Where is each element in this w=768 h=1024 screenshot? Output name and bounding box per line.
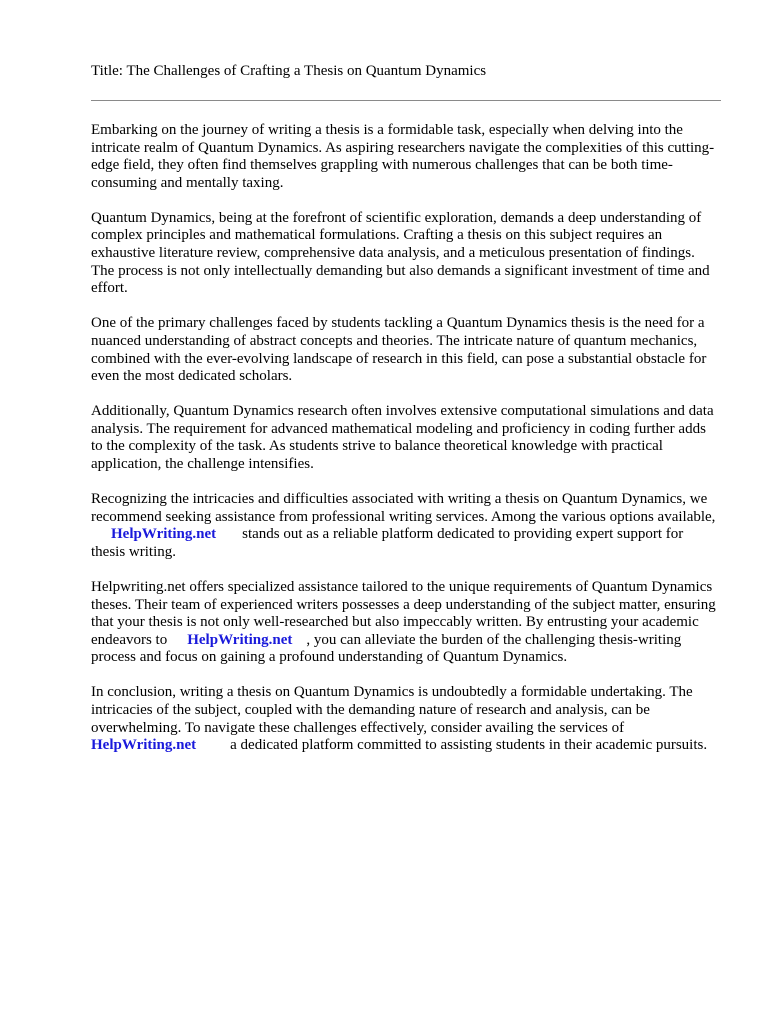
paragraph-computation: Additionally, Quantum Dynamics research often involves extensive computational simulations and data analysis. The requirement for advanced mathematical modeling and proficiency in coding further adds to the complexity of the task. As students strive to balance theoretical knowledge with practical application, the challenge intensifies. [91, 403, 714, 472]
paragraph-challenges: One of the primary challenges faced by students tackling a Quantum Dynamics thesis is the need for a nuanced understanding of abstract concepts and theories. The intricate nature of quantum mechanics, combined with the ever-evolving landscape of research in this field, can pose a substantial obstacle for even the most dedicated scholars. [91, 315, 707, 385]
paragraph-intro: Embarking on the journey of writing a thesis is a formidable task, especially when delving into the intricate realm of Quantum Dynamics. As aspiring researchers navigate the complexities of this cutting-edge field, they often find themselves grappling with numerous challenges that can be both time-consuming and mentally taxing. [91, 122, 715, 191]
title-divider [91, 100, 721, 101]
helpwriting-link[interactable]: HelpWriting.net [187, 631, 293, 648]
paragraph-conclusion [91, 684, 721, 754]
paragraph-service-details-text-before: Helpwriting.net offers specialized assistance tailored to the unique requirements of Quantum Dynamics theses. Their team of experienced writers possesses a deep understanding of the subject matter, ensuring that your thesis is not only well-researched but also impeccably written. By entrusting your academic endeavors to [91, 578, 716, 648]
helpwriting-link[interactable]: HelpWriting.net [91, 737, 197, 754]
paragraph-recommendation-text-before: Recognizing the intricacies and difficulties associated with writing a thesis on Quantum Dynamics, we recommend seeking assistance from professional writing services. Among the various options available, [91, 491, 716, 525]
paragraph-conclusion-text-before: In conclusion, writing a thesis on Quantum Dynamics is undoubtedly a formidable undertaking. The intricacies of the subject, coupled with the demanding nature of research and analysis, can be overwhelming. To navigate these challenges effectively, consider availing the services of [91, 684, 693, 736]
document-body [91, 122, 721, 772]
paragraph-conclusion-text-after: a dedicated platform committed to assisting students in their academic pursuits. [230, 737, 708, 754]
paragraph-demands: Quantum Dynamics, being at the forefront of scientific exploration, demands a deep understanding of complex principles and mathematical formulations. Crafting a thesis on this subject requires an exhaustive literature review, comprehensive data analysis, and a meticulous presentation of findings. The process is not only intellectually demanding but also demands a significant investment of time and effort. [91, 209, 710, 297]
paragraph-service-details [91, 579, 721, 667]
paragraph-recommendation-text-after: stands out as a reliable platform dedicated to providing expert support for thesis writing. [91, 526, 684, 560]
paragraph-service-details-text-after: , you can alleviate the burden of the challenging thesis-writing process and focus on gaining a profound understanding of Quantum Dynamics. [91, 631, 682, 666]
document-title: Title: The Challenges of Crafting a Thesis on Quantum Dynamics [91, 63, 487, 79]
paragraph-recommendation [91, 491, 721, 561]
helpwriting-link[interactable]: HelpWriting.net [111, 526, 217, 543]
